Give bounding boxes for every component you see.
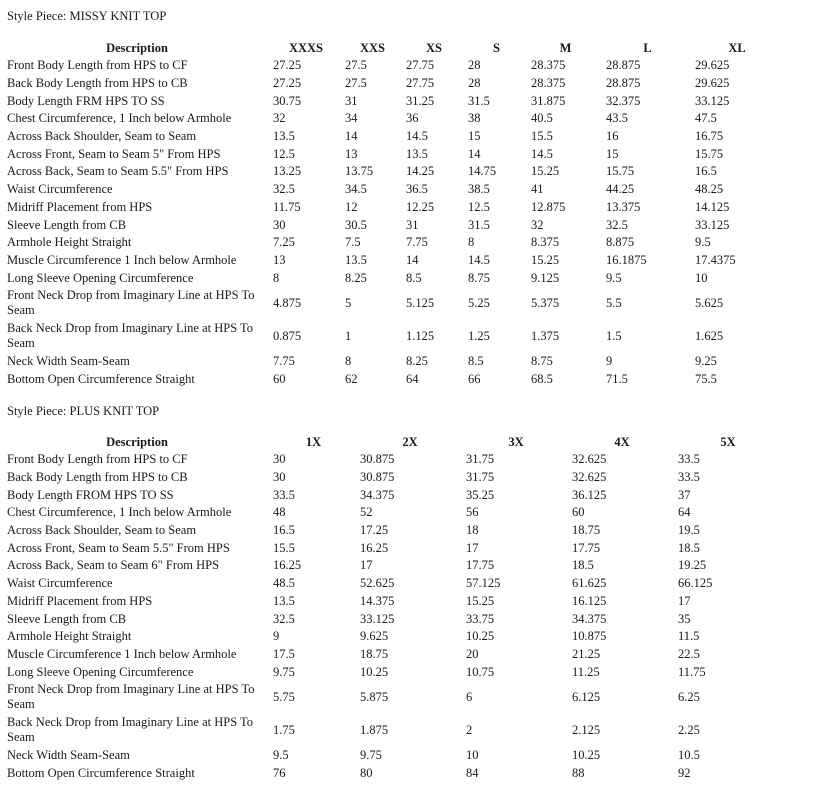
measurement-value: 13.5 xyxy=(273,129,295,144)
measurement-value: 48.5 xyxy=(273,576,295,591)
measurement-value: 15 xyxy=(468,129,481,144)
measurement-value: 1.25 xyxy=(468,328,490,343)
measurement-value: 5 xyxy=(345,295,352,310)
measurement-value: 31.75 xyxy=(466,452,495,467)
measurement-value: 14.75 xyxy=(468,164,497,179)
measurement-value: 8.25 xyxy=(406,354,428,369)
measurement-value: 14 xyxy=(468,146,481,161)
measurement-value: 27.5 xyxy=(345,76,367,91)
measurement-value: 2.25 xyxy=(678,722,700,737)
measurement-value: 30.875 xyxy=(360,452,395,467)
measurement-value: 14 xyxy=(345,129,358,144)
measurement-value: 15.75 xyxy=(606,164,635,179)
measurement-description: Long Sleeve Opening Circumference xyxy=(7,270,194,285)
measurement-value: 32 xyxy=(531,217,544,232)
measurement-description: Waist Circumference xyxy=(7,576,113,591)
measurement-description: Chest Circumference, 1 Inch below Armhole xyxy=(7,505,232,520)
measurement-value: 8.375 xyxy=(531,235,560,250)
measurement-value: 18.75 xyxy=(360,646,389,661)
measurement-value: 10.25 xyxy=(466,629,495,644)
measurement-value: 16.5 xyxy=(273,523,295,538)
measurement-value: 8 xyxy=(345,354,352,369)
measurement-value: 10.875 xyxy=(572,629,607,644)
measurement-description: Neck Width Seam-Seam xyxy=(7,354,130,369)
table-row xyxy=(4,181,782,199)
column-header-size: 1X xyxy=(305,434,322,449)
measurement-value: 16.75 xyxy=(695,129,724,144)
measurement-description: Front Neck Drop from Imaginary Line at HPS To Seam xyxy=(7,288,255,318)
table-row xyxy=(4,747,781,765)
measurement-value: 17 xyxy=(360,558,373,573)
table-row xyxy=(4,469,781,487)
measurement-value: 52.625 xyxy=(360,576,395,591)
measurement-value: 12.875 xyxy=(531,199,566,214)
measurement-value: 76 xyxy=(273,765,286,780)
table-row xyxy=(4,110,782,128)
measurement-value: 4.875 xyxy=(273,295,302,310)
measurement-value: 11.25 xyxy=(572,664,600,679)
measurement-value: 1.875 xyxy=(360,722,389,737)
measurement-value: 8.25 xyxy=(345,270,367,285)
table-row xyxy=(4,610,781,628)
measurement-value: 1 xyxy=(345,328,352,343)
measurement-value: 1.5 xyxy=(606,328,622,343)
column-header-size: XS xyxy=(426,40,442,55)
table-row xyxy=(4,681,781,714)
measurement-value: 13.5 xyxy=(345,252,367,267)
measurement-description: Neck Width Seam-Seam xyxy=(7,748,130,763)
measurement-description: Bottom Open Circumference Straight xyxy=(7,765,195,780)
measurement-value: 10.25 xyxy=(360,664,389,679)
measurement-value: 7.75 xyxy=(273,354,295,369)
column-header-size: 3X xyxy=(508,434,524,449)
measurement-value: 48 xyxy=(273,505,286,520)
measurement-description: Long Sleeve Opening Circumference xyxy=(7,664,194,679)
column-header-description: Description xyxy=(106,40,168,55)
measurement-description: Sleeve Length from CB xyxy=(7,217,127,232)
measurement-value: 22.5 xyxy=(678,646,700,661)
measurement-value: 16.1875 xyxy=(606,252,647,267)
column-header-size: 4X xyxy=(614,434,630,449)
measurement-value: 5.625 xyxy=(695,295,724,310)
measurement-value: 28.375 xyxy=(531,76,566,91)
measurement-value: 12.5 xyxy=(273,146,295,161)
measurement-value: 15.5 xyxy=(273,540,295,555)
measurement-value: 30 xyxy=(273,470,286,485)
measurement-value: 1.125 xyxy=(406,328,435,343)
table-row xyxy=(4,92,782,110)
measurement-value: 31.875 xyxy=(531,93,566,108)
measurement-value: 7.75 xyxy=(406,235,428,250)
measurement-value: 16.25 xyxy=(273,558,302,573)
measurement-value: 19.25 xyxy=(678,558,707,573)
measurement-value: 11.75 xyxy=(678,664,706,679)
measurement-value: 1.75 xyxy=(273,722,295,737)
measurement-value: 9.5 xyxy=(273,748,289,763)
table-row xyxy=(4,765,781,783)
table-row xyxy=(4,287,782,320)
measurement-value: 32 xyxy=(273,111,286,126)
measurement-value: 64 xyxy=(406,371,419,386)
measurement-value: 8 xyxy=(273,270,280,285)
table-row xyxy=(4,199,782,217)
measurement-value: 13.375 xyxy=(606,199,641,214)
measurement-value: 31.5 xyxy=(468,93,490,108)
measurement-description: Bottom Open Circumference Straight xyxy=(7,371,195,386)
table-row xyxy=(4,252,782,270)
measurement-value: 9.625 xyxy=(360,629,389,644)
table-row xyxy=(4,216,782,234)
measurement-value: 18 xyxy=(466,523,479,538)
measurement-value: 14.5 xyxy=(468,252,490,267)
measurement-description: Across Back, Seam to Seam 6" From HPS xyxy=(7,558,220,573)
measurement-value: 9.5 xyxy=(695,235,711,250)
measurement-value: 41 xyxy=(531,182,544,197)
measurement-value: 60 xyxy=(572,505,585,520)
measurement-value: 27.25 xyxy=(273,58,302,73)
measurement-description: Waist Circumference xyxy=(7,182,113,197)
measurement-description: Front Body Length from HPS to CF xyxy=(7,452,188,467)
measurement-value: 56 xyxy=(466,505,479,520)
measurement-value: 30.875 xyxy=(360,470,395,485)
table-row xyxy=(4,557,781,575)
measurement-description: Sleeve Length from CB xyxy=(7,611,127,626)
table-row xyxy=(4,128,782,146)
measurement-value: 8.75 xyxy=(468,270,490,285)
measurement-value: 13.5 xyxy=(273,593,295,608)
measurement-value: 6.25 xyxy=(678,689,700,704)
table-row xyxy=(4,269,782,287)
measurement-value: 88 xyxy=(572,765,585,780)
measurement-value: 29.625 xyxy=(695,58,730,73)
measurement-value: 32.5 xyxy=(606,217,628,232)
measurement-description: Back Neck Drop from Imaginary Line at HPS To Seam xyxy=(7,321,254,351)
column-header-size: L xyxy=(643,40,652,55)
measurement-value: 15.25 xyxy=(466,593,495,608)
measurement-value: 64 xyxy=(678,505,691,520)
measurement-value: 10.75 xyxy=(466,664,495,679)
measurement-description: Front Body Length from HPS to CF xyxy=(7,58,188,73)
measurement-value: 32.5 xyxy=(273,182,295,197)
measurement-description: Across Back, Seam to Seam 5.5" From HPS xyxy=(7,164,229,179)
measurement-value: 61.625 xyxy=(572,576,607,591)
measurement-value: 30 xyxy=(273,217,286,232)
measurement-value: 27.75 xyxy=(406,76,435,91)
measurement-value: 52 xyxy=(360,505,373,520)
measurement-value: 20 xyxy=(466,646,479,661)
measurement-value: 33.125 xyxy=(695,217,730,232)
measurement-value: 10.25 xyxy=(572,748,601,763)
table-row xyxy=(4,451,781,469)
measurement-value: 9 xyxy=(606,354,613,369)
measurement-value: 7.5 xyxy=(345,235,361,250)
table-row xyxy=(4,320,782,353)
measurement-value: 12 xyxy=(345,199,358,214)
measurement-value: 18.75 xyxy=(572,523,601,538)
measurement-description: Across Front, Seam to Seam 5" From HPS xyxy=(7,146,221,161)
measurement-description: Back Body Length from HPS to CB xyxy=(7,470,188,485)
measurement-value: 31.5 xyxy=(468,217,490,232)
measurement-value: 30.5 xyxy=(345,217,367,232)
measurement-value: 18.5 xyxy=(678,540,700,555)
measurement-value: 43.5 xyxy=(606,111,628,126)
measurement-value: 34.5 xyxy=(345,182,367,197)
measurement-value: 6 xyxy=(466,689,473,704)
measurement-value: 29.625 xyxy=(695,76,730,91)
measurement-value: 34.375 xyxy=(572,611,607,626)
measurement-value: 5.25 xyxy=(468,295,490,310)
measurement-value: 34 xyxy=(345,111,358,126)
measurement-value: 33.5 xyxy=(678,452,700,467)
measurement-value: 36 xyxy=(406,111,419,126)
column-header-description: Description xyxy=(106,434,168,449)
column-header-size: XL xyxy=(728,40,746,55)
plus-header-row xyxy=(4,433,781,451)
missy-header-row xyxy=(4,39,782,57)
plus-size-table xyxy=(4,433,781,782)
measurement-value: 11.75 xyxy=(273,199,301,214)
table-row xyxy=(4,57,782,75)
measurement-value: 57.125 xyxy=(466,576,501,591)
measurement-value: 28.375 xyxy=(531,58,566,73)
measurement-value: 38.5 xyxy=(468,182,490,197)
column-header-size: 5X xyxy=(720,434,736,449)
measurement-value: 31 xyxy=(345,93,358,108)
measurement-value: 10.5 xyxy=(678,748,700,763)
measurement-value: 18.5 xyxy=(572,558,594,573)
measurement-value: 13 xyxy=(273,252,286,267)
measurement-value: 27.75 xyxy=(406,58,435,73)
measurement-value: 14.125 xyxy=(695,199,730,214)
measurement-value: 33.125 xyxy=(695,93,730,108)
measurement-value: 28 xyxy=(468,58,481,73)
measurement-value: 2.125 xyxy=(572,722,601,737)
measurement-description: Across Front, Seam to Seam 5.5" From HPS xyxy=(7,540,230,555)
measurement-description: Chest Circumference, 1 Inch below Armhole xyxy=(7,111,232,126)
table-row xyxy=(4,75,782,93)
measurement-value: 1.375 xyxy=(531,328,560,343)
measurement-value: 36.125 xyxy=(572,487,607,502)
measurement-value: 5.875 xyxy=(360,689,389,704)
measurement-value: 33.75 xyxy=(466,611,495,626)
measurement-value: 36.5 xyxy=(406,182,428,197)
measurement-value: 28 xyxy=(468,76,481,91)
measurement-value: 14.5 xyxy=(406,129,428,144)
measurement-value: 17 xyxy=(466,540,479,555)
missy-style-title: Style Piece: MISSY KNIT TOP xyxy=(7,9,167,23)
measurement-value: 15.25 xyxy=(531,252,560,267)
measurement-description: Body Length FROM HPS TO SS xyxy=(7,487,174,502)
measurement-value: 40.5 xyxy=(531,111,553,126)
measurement-value: 33.5 xyxy=(678,470,700,485)
measurement-value: 1.625 xyxy=(695,328,724,343)
measurement-description: Front Neck Drop from Imaginary Line at HPS To Seam xyxy=(7,682,255,712)
measurement-description: Muscle Circumference 1 Inch below Armhole xyxy=(7,646,237,661)
measurement-value: 16.25 xyxy=(360,540,389,555)
measurement-description: Back Neck Drop from Imaginary Line at HPS To Seam xyxy=(7,715,254,745)
measurement-value: 27.5 xyxy=(345,58,367,73)
missy-size-table xyxy=(4,39,782,388)
column-header-size: M xyxy=(559,40,572,55)
measurement-value: 32.625 xyxy=(572,470,607,485)
measurement-value: 10 xyxy=(466,748,479,763)
measurement-value: 16.5 xyxy=(695,164,717,179)
column-header-size: S xyxy=(493,40,500,55)
measurement-value: 8.5 xyxy=(468,354,484,369)
measurement-value: 9.75 xyxy=(273,664,295,679)
measurement-description: Across Back Shoulder, Seam to Seam xyxy=(7,523,197,538)
table-row xyxy=(4,628,781,646)
measurement-value: 10 xyxy=(695,270,708,285)
measurement-value: 8.875 xyxy=(606,235,635,250)
missy-table-body xyxy=(4,57,782,388)
measurement-value: 80 xyxy=(360,765,373,780)
measurement-value: 12.5 xyxy=(468,199,490,214)
measurement-value: 13 xyxy=(345,146,358,161)
measurement-value: 47.5 xyxy=(695,111,717,126)
measurement-value: 14.5 xyxy=(531,146,553,161)
measurement-value: 2 xyxy=(466,722,473,737)
plus-style-title: Style Piece: PLUS KNIT TOP xyxy=(7,404,160,418)
measurement-description: Body Length FRM HPS TO SS xyxy=(7,93,165,108)
table-row xyxy=(4,522,781,540)
measurement-value: 13.25 xyxy=(273,164,302,179)
column-header-size: 2X xyxy=(402,434,418,449)
measurement-value: 30 xyxy=(273,452,286,467)
measurement-value: 31.25 xyxy=(406,93,435,108)
measurement-value: 19.5 xyxy=(678,523,700,538)
table-row xyxy=(4,593,781,611)
measurement-value: 14.375 xyxy=(360,593,395,608)
measurement-value: 8.5 xyxy=(406,270,422,285)
table-row xyxy=(4,575,781,593)
table-row xyxy=(4,163,782,181)
measurement-value: 12.25 xyxy=(406,199,435,214)
measurement-value: 17.5 xyxy=(273,646,295,661)
measurement-value: 14.25 xyxy=(406,164,435,179)
measurement-description: Muscle Circumference 1 Inch below Armhole xyxy=(7,252,237,267)
measurement-value: 15.25 xyxy=(531,164,560,179)
measurement-value: 66.125 xyxy=(678,576,713,591)
measurement-value: 35 xyxy=(678,611,691,626)
measurement-value: 28.875 xyxy=(606,58,641,73)
measurement-value: 33.5 xyxy=(273,487,295,502)
measurement-description: Armhole Height Straight xyxy=(7,235,132,250)
table-row xyxy=(4,234,782,252)
measurement-value: 32.625 xyxy=(572,452,607,467)
measurement-value: 60 xyxy=(273,371,286,386)
measurement-value: 13.5 xyxy=(406,146,428,161)
measurement-value: 9.125 xyxy=(531,270,560,285)
measurement-value: 17 xyxy=(678,593,691,608)
table-row xyxy=(4,486,781,504)
measurement-value: 7.25 xyxy=(273,235,295,250)
measurement-value: 30.75 xyxy=(273,93,302,108)
measurement-value: 17.4375 xyxy=(695,252,736,267)
measurement-value: 0.875 xyxy=(273,328,302,343)
measurement-description: Across Back Shoulder, Seam to Seam xyxy=(7,129,197,144)
measurement-description: Back Body Length from HPS to CB xyxy=(7,76,188,91)
measurement-value: 13.75 xyxy=(345,164,374,179)
measurement-value: 14 xyxy=(406,252,419,267)
plus-table-body xyxy=(4,451,781,782)
table-row xyxy=(4,145,782,163)
measurement-value: 62 xyxy=(345,371,358,386)
measurement-value: 31.75 xyxy=(466,470,495,485)
column-header-size: XXXS xyxy=(288,40,324,55)
measurement-value: 38 xyxy=(468,111,481,126)
measurement-value: 9.75 xyxy=(360,748,382,763)
measurement-value: 11.5 xyxy=(678,629,700,644)
measurement-value: 84 xyxy=(466,765,479,780)
measurement-value: 5.125 xyxy=(406,295,435,310)
measurement-value: 68.5 xyxy=(531,371,553,386)
table-row xyxy=(4,504,781,522)
measurement-description: Armhole Height Straight xyxy=(7,629,132,644)
measurement-value: 75.5 xyxy=(695,371,717,386)
measurement-value: 32.375 xyxy=(606,93,641,108)
table-row xyxy=(4,371,782,389)
measurement-value: 8.75 xyxy=(531,354,553,369)
table-row xyxy=(4,353,782,371)
measurement-value: 9.25 xyxy=(695,354,717,369)
measurement-value: 34.375 xyxy=(360,487,395,502)
measurement-value: 66 xyxy=(468,371,481,386)
table-row xyxy=(4,539,781,557)
table-row xyxy=(4,646,781,664)
measurement-value: 48.25 xyxy=(695,182,724,197)
measurement-value: 31 xyxy=(406,217,419,232)
measurement-value: 44.25 xyxy=(606,182,635,197)
measurement-value: 27.25 xyxy=(273,76,302,91)
measurement-value: 8 xyxy=(468,235,475,250)
measurement-value: 16 xyxy=(606,129,619,144)
measurement-description: Midriff Placement from HPS xyxy=(7,199,153,214)
measurement-description: Midriff Placement from HPS xyxy=(7,593,153,608)
measurement-value: 32.5 xyxy=(273,611,295,626)
measurement-value: 15 xyxy=(606,146,619,161)
measurement-value: 15.5 xyxy=(531,129,553,144)
measurement-value: 17.75 xyxy=(466,558,495,573)
measurement-value: 92 xyxy=(678,765,691,780)
measurement-value: 9.5 xyxy=(606,270,622,285)
measurement-value: 37 xyxy=(678,487,691,502)
measurement-value: 9 xyxy=(273,629,280,644)
measurement-value: 5.375 xyxy=(531,295,560,310)
measurement-value: 5.75 xyxy=(273,689,295,704)
measurement-value: 15.75 xyxy=(695,146,724,161)
measurement-value: 71.5 xyxy=(606,371,628,386)
table-row xyxy=(4,663,781,681)
measurement-value: 6.125 xyxy=(572,689,601,704)
measurement-value: 21.25 xyxy=(572,646,601,661)
measurement-value: 16.125 xyxy=(572,593,607,608)
measurement-value: 17.25 xyxy=(360,523,389,538)
measurement-value: 35.25 xyxy=(466,487,495,502)
measurement-value: 5.5 xyxy=(606,295,622,310)
measurement-value: 33.125 xyxy=(360,611,395,626)
column-header-size: XXS xyxy=(359,40,385,55)
measurement-value: 28.875 xyxy=(606,76,641,91)
table-row xyxy=(4,714,781,747)
measurement-value: 17.75 xyxy=(572,540,601,555)
